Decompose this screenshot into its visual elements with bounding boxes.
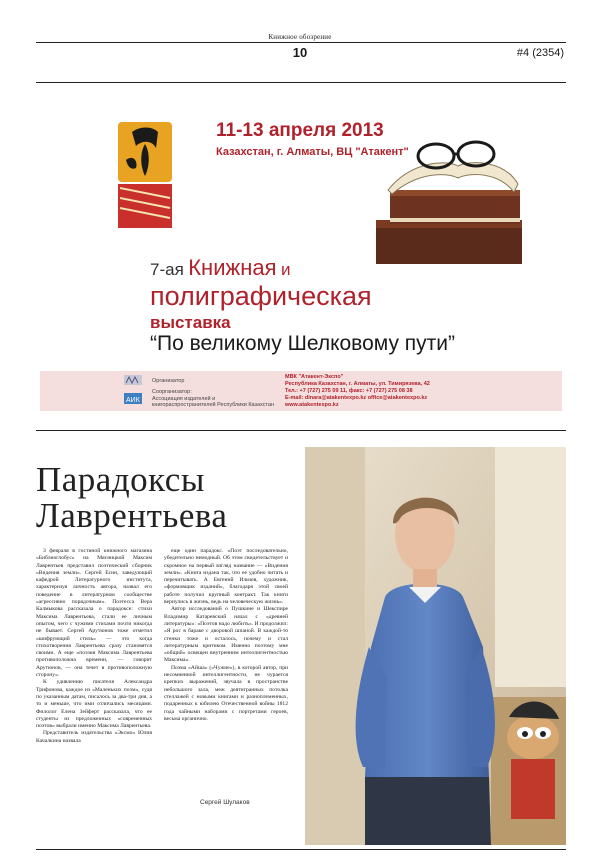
co-organizer-line1: Ассоциация издателей и	[152, 396, 216, 402]
ad-bottom-rule	[36, 430, 566, 431]
header-bottom-rule	[36, 82, 566, 83]
contact-phone: Тел.: +7 (727) 275 09 11, факс: +7 (727) 275 08 38	[285, 388, 413, 394]
article-column-2	[164, 548, 288, 723]
article-title-line1: Парадоксы	[36, 460, 205, 499]
fair-title-word: Книжная	[188, 255, 277, 280]
contact-email: E-mail: dinara@atakentexpo.kz office@atakentexpo.kz	[285, 395, 428, 401]
fair-slogan: “По великому Шелковому пути”	[150, 332, 456, 355]
article-paragraph: К удивлению писателя Александра Трифонова, каждое из «Маленьких поэм», судя по указанным датам, писалось за два-три дня, а то и меньше, что ими отличались месяцами. Филолог Елена Зейферт рассказала, что ее студенты из предложенных «современных поэтов» выбрали именно Максима Лаврентьева.	[36, 679, 152, 730]
co-organizer-logo	[124, 391, 142, 405]
fair-title-line2: полиграфическая	[150, 281, 372, 311]
contact-address: Республика Казахстан, г. Алматы, ул. Тимирязева, 42	[285, 381, 430, 387]
contact-web: www.atakentexpo.kz	[285, 402, 339, 408]
article-paragraph: Поэма «Айша» («Чужие»), в которой автор, при несомненной интеллигентности, не чурается крепких выражений, звучала в пространстве небольшого зала, меж деятигранных потолка стеллажей с новыми книгами и разноплеменных, подаренных к юбилею Отечественной войны 1812 года чайными наборами с портретами героев, весьма органично.	[164, 664, 288, 722]
author-photo-illustration	[305, 447, 566, 845]
page-number: 10	[292, 45, 308, 60]
article-paragraph: еще один парадокс. «Поэт последовательно, убедительно немодный. Об этом свидетельствует и скромное на первый взгляд название — «Видения земли». «Книга издана так, что ее удобно читать и перечитывать. А Евгений Ильчев, художник, «формовщик изданий», благодаря этой своей работе получил крупный контракт. Так книги вернулись в жизнь, ведь на человеческую жизнь».	[164, 548, 288, 606]
organizer-label: Организатор	[152, 378, 185, 384]
fair-title-line3: выставка	[150, 313, 231, 332]
fair-dates: 11-13 апреля 2013	[216, 120, 384, 141]
publication-name: Книжное обозрение	[268, 33, 332, 41]
article-title	[36, 462, 227, 534]
article-paragraph: Представитель издательства «Эксмо» Юлия Качалкина назвала	[36, 730, 152, 744]
photo-credit: Сергей Шулаков	[200, 799, 250, 806]
article-column-1	[36, 548, 152, 745]
fair-title-line1	[150, 255, 290, 281]
article-paragraph: 3 февраля в гостиной книжного магазина «Библиоглобус» на Мясницкой Максим Лаврентьев представил поэтический сборник «Видения земли». Сергей Есин, заведующий кафедрой Литературного института, характеризуя личность автора, назвал его поведение в литературном сообществе «агрессивно порядочным». Поэтесса Вера Калмыкова рассказала о парадоксе: стихи Максима Лаврентьева, стали ее личным опытом, чего с чужими стихами почти никогда не бывает. Сергей Арутюнов тоже отметил «шифрующий стиль» — это когда стихотворения Лаврентьева сразу становятся своими. А еще «поэзия Максима Лаврентьева противоположна времени, — говорит Арутюнов, — она течет в противоположную сторону».	[36, 548, 152, 679]
co-organizer-label: Соорганизатор:	[152, 389, 192, 395]
header-top-rule	[36, 42, 566, 43]
fair-ordinal: 7-ая	[150, 260, 184, 279]
fair-title-conjunction: и	[280, 260, 291, 279]
page-bottom-rule	[36, 849, 566, 850]
issue-number: #4 (2354)	[516, 47, 564, 59]
organizer-logo	[124, 375, 142, 385]
fair-logo	[112, 118, 178, 238]
article-title-line2: Лаврентьева	[36, 496, 228, 535]
contact-org: МВК "Атакент-Экспо"	[285, 374, 344, 380]
article-paragraph: Автор исследований о Пушкине и Шекспире Владимир Катаревский начал с «древней литературы»: «Поэтов надо любить». И продолжил: «Я рос в бараке с дворовой шпаной. В каждой-то стенки тоже и осталось, почему и стал литературным критиком. Именно поэтому мне «общий» освещен внутренним интеллигентностью Максима».	[164, 606, 288, 664]
organizers-band	[40, 371, 562, 411]
svg-text:АИК: АИК	[126, 397, 140, 404]
co-organizer-line2: книгораспространителей Республики Казахстан	[152, 402, 275, 408]
author-photo	[305, 447, 566, 845]
fair-location: Казахстан, г. Алматы, ВЦ "Атакент"	[216, 146, 409, 158]
